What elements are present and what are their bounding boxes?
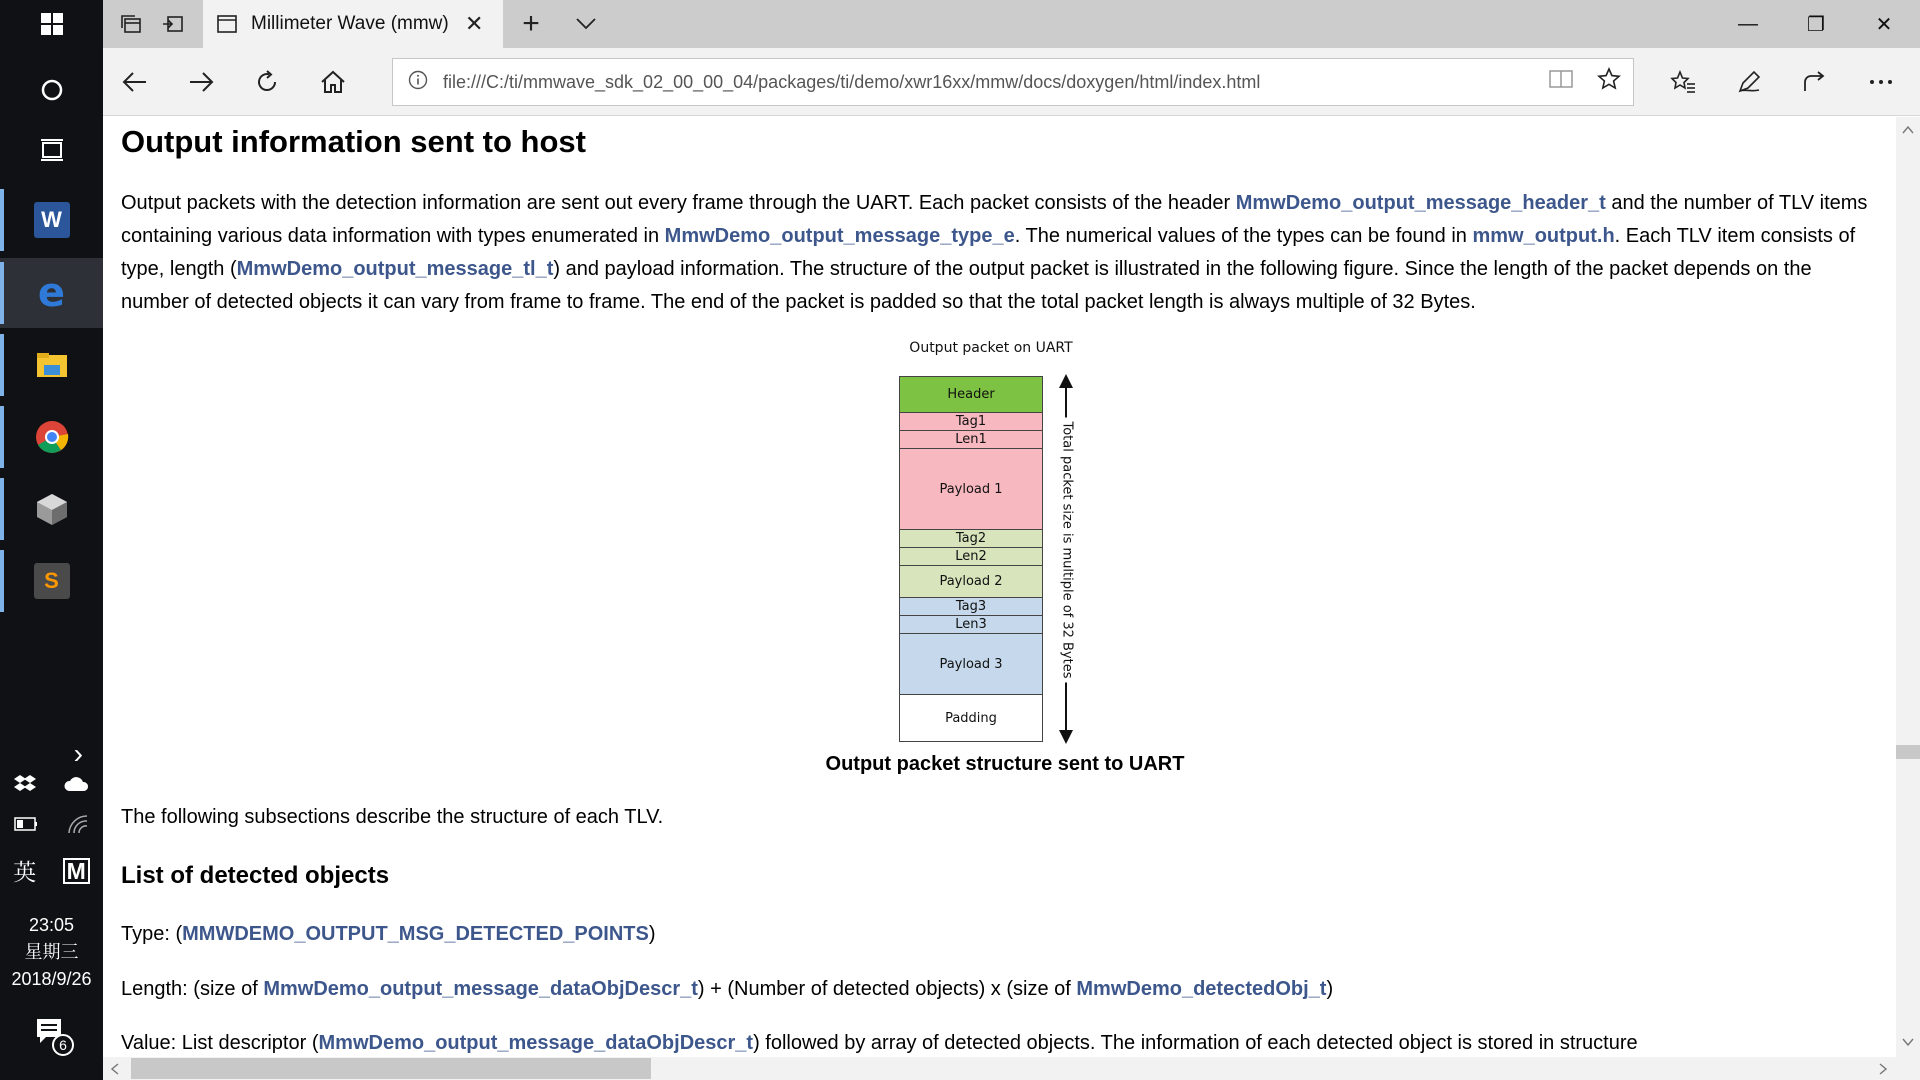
more-options-button[interactable] [1855,56,1907,108]
restore-button[interactable] [1782,0,1850,48]
taskbar-sublime[interactable] [0,546,103,616]
taskbar [0,0,103,1080]
link-detected-points-type[interactable]: MMWDEMO_OUTPUT_MSG_DETECTED_POINTS [182,923,649,945]
clock-weekday: 星期三 [24,942,79,962]
address-bar[interactable] [392,58,1634,106]
site-info-icon[interactable] [393,70,443,95]
close-icon: ✕ [1875,13,1893,36]
link-output-message-type[interactable]: MmwDemo_output_message_type_e [664,225,1015,247]
tabs-aside-icon [120,14,142,34]
cortana-search-icon [40,78,64,102]
start-button[interactable] [0,0,103,48]
packet-block-tag2: Tag2 [899,529,1043,548]
subsections-intro: The following subsections describe the structure of each TLV. [121,806,664,828]
para-text-2: and the number of TLV items containing various data information with types enumerated in [121,192,1868,247]
page-heading: Output information sent to host [121,124,586,159]
intro-paragraph [121,187,1881,319]
packet-block-len2: Len2 [899,547,1043,566]
minimize-button[interactable] [1714,0,1782,48]
page-viewport[interactable] [103,117,1896,1057]
para-text-1: Output packets with the detection information are sent out every frame through the UART. Each packet consists of the header [121,192,1236,214]
file-explorer-icon [36,351,68,379]
para-text-5: ) and payload information. The structure of the output packet is illustrated in the following figure. Since the length of the packet depends on the number of detected objects it can vary from frame to frame. The end of the packet is padded so that the total packet length is always multiple of 32 Bytes. [121,258,1812,313]
taskbar-word[interactable] [0,185,103,255]
action-center-button[interactable] [36,1018,76,1058]
browser-toolbar [103,48,1920,116]
link-data-obj-descr[interactable]: MmwDemo_output_message_dataObjDescr_t [263,978,698,1000]
tab-title: Millimeter Wave (mmw) [251,13,449,34]
restore-icon: ❐ [1807,13,1825,36]
packet-block-len1: Len1 [899,430,1043,449]
chrome-icon [35,420,69,454]
refresh-button[interactable] [241,56,293,108]
packet-block-len3: Len3 [899,615,1043,634]
vertical-scrollbar[interactable] [1896,117,1920,1057]
length-line-text-1: Length: (size of [121,978,264,1000]
ellipsis-icon [1869,79,1893,85]
dropbox-icon[interactable] [14,774,36,794]
packet-block-tag1: Tag1 [899,412,1043,431]
figure-caption: Output packet structure sent to UART [825,753,1185,775]
web-notes-button[interactable] [1723,56,1775,108]
back-button[interactable] [109,56,161,108]
link-data-obj-descr-2[interactable]: MmwDemo_output_message_dataObjDescr_t [318,1032,754,1054]
tab-millimeter-wave[interactable] [203,0,503,48]
home-icon [320,70,346,94]
packet-structure-figure [891,340,1121,745]
taskbar-chrome[interactable] [0,402,103,472]
value-line [121,1032,1638,1055]
refresh-icon [255,70,279,94]
link-output-message-header[interactable]: MmwDemo_output_message_header_t [1235,192,1606,214]
address-url[interactable]: file:///C:/ti/mmwave_sdk_02_00_00_04/packages/ti/demo/xwr16xx/mmw/docs/doxygen/html/index.html [443,71,1261,92]
taskbar-file-explorer[interactable] [0,330,103,400]
length-line-text-3: ) [1326,978,1334,1000]
length-line [121,978,1333,1001]
battery-icon[interactable] [14,816,38,832]
task-view-button[interactable] [0,115,103,185]
edge-icon: e [37,270,66,316]
para-text-3: . The numerical values of the types can be found in [1014,225,1473,247]
ime-mode-indicator[interactable]: M [63,858,90,884]
taskbar-clock[interactable] [0,912,103,993]
close-window-button[interactable] [1850,0,1918,48]
browser-titlebar [103,0,1920,48]
type-line [121,923,656,946]
ime-language-indicator[interactable]: 英 [13,859,37,885]
forward-arrow-icon [188,71,214,93]
link-mmw-output-h[interactable]: mmw_output.h [1472,225,1615,247]
reading-view-icon[interactable] [1537,69,1585,95]
type-line-text-2: ) [648,923,656,945]
windows-start-icon [41,13,63,35]
word-icon: W [34,202,70,238]
length-line-text-2: ) + (Number of detected objects) x (size of [697,978,1077,1000]
clock-date: 2018/9/26 [11,969,92,989]
type-line-text-1: Type: ( [121,923,183,945]
set-tabs-aside-button[interactable] [145,0,201,48]
share-button[interactable] [1789,56,1841,108]
packet-block-payload3: Payload 3 [899,633,1043,695]
home-button[interactable] [307,56,359,108]
tab-close-icon[interactable]: ✕ [465,11,484,36]
favorites-list-icon [1670,70,1696,94]
packet-block-header: Header [899,376,1043,413]
plus-icon: + [522,7,540,40]
sublime-text-icon: S [34,563,70,599]
taskbar-edge[interactable] [0,258,103,328]
taskbar-box-app[interactable] [0,474,103,544]
tab-preview-icon [162,14,184,34]
back-arrow-icon [122,71,148,93]
wifi-icon[interactable] [67,814,89,834]
tab-list-button[interactable] [558,0,614,48]
onedrive-icon[interactable] [63,775,89,793]
packet-block-tag3: Tag3 [899,597,1043,616]
favorite-star-icon[interactable] [1585,67,1633,97]
figure-title: Output packet on UART [909,340,1073,356]
link-detected-obj[interactable]: MmwDemo_detectedObj_t [1076,978,1327,1000]
share-icon [1803,71,1827,93]
para-text-4: . Each TLV item consists of type, length ( [121,225,1856,280]
subheading-detected-objects: List of detected objects [121,862,390,889]
scroll-down-arrow-icon[interactable] [1896,1031,1920,1053]
scroll-right-arrow-icon[interactable] [1871,1057,1895,1080]
packet-block-padding: Padding [899,694,1043,742]
show-hidden-icons-button[interactable]: › [73,738,83,769]
packet-block-payload1: Payload 1 [899,448,1043,530]
packet-block-payload2: Payload 2 [899,565,1043,598]
scroll-left-arrow-icon[interactable] [103,1057,127,1080]
notification-count-badge: 6 [52,1034,74,1056]
chevron-down-icon [576,18,596,30]
scroll-up-arrow-icon[interactable] [1896,119,1920,141]
page-tab-icon [217,15,237,33]
link-output-message-tl[interactable]: MmwDemo_output_message_tl_t [236,258,554,280]
value-line-text-1: Value: List descriptor ( [121,1032,319,1054]
task-view-icon [39,138,65,162]
clock-time: 23:05 [28,915,75,935]
horizontal-scroll-thumb[interactable] [131,1058,651,1079]
minimize-icon: — [1738,12,1758,35]
pen-icon [1737,70,1761,94]
box-app-icon [35,492,69,526]
favorites-hub-button[interactable] [1657,56,1709,108]
new-tab-button[interactable] [503,0,559,48]
packet-size-label: Total packet size is multiple of 32 Bytes [1060,417,1075,682]
vertical-scroll-thumb[interactable] [1896,745,1920,759]
horizontal-scrollbar[interactable] [103,1057,1920,1080]
forward-button[interactable] [175,56,227,108]
value-line-text-2: ) followed by array of detected objects. The information of each detected object is stored in structure [753,1032,1638,1054]
